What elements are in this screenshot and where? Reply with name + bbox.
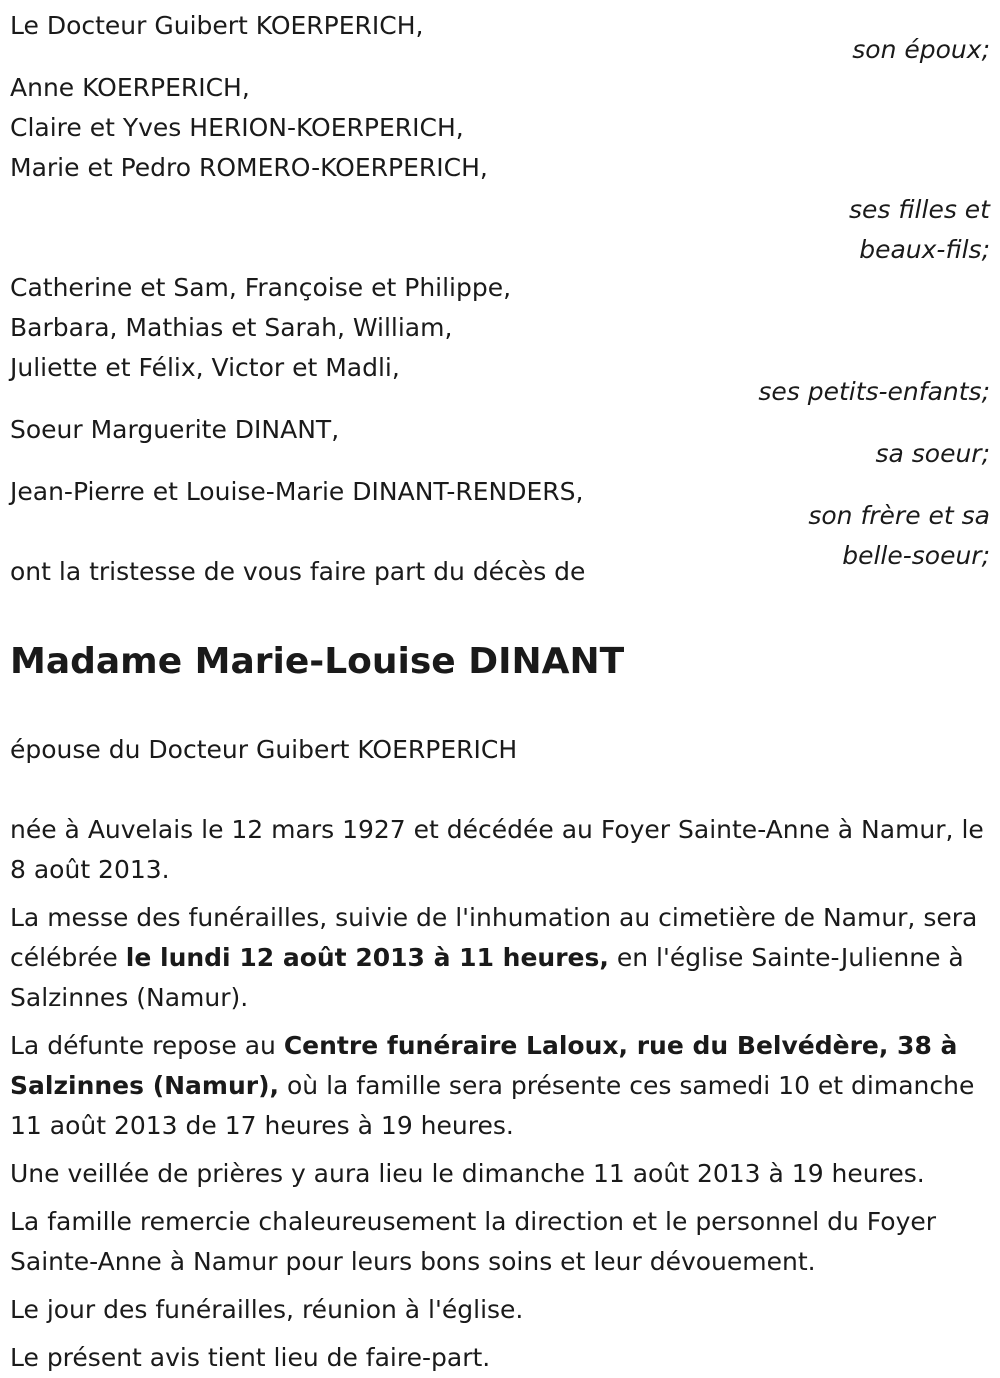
birth-death-paragraph: née à Auvelais le 12 mars 1927 et décédée au Foyer Sainte-Anne à Namur, le 8 août 2013. [10, 815, 984, 884]
relation-label: ses petits-enfants; [758, 377, 990, 406]
family-line: Jean-Pierre et Louise-Marie DINANT-RENDERS, [10, 477, 584, 506]
repose-text-end: où la famille sera présente ces samedi 10 et dimanche 11 août 2013 de 17 heures à 19 heures. [10, 1071, 975, 1140]
funeral-date: le lundi 12 août 2013 à 11 heures, [125, 943, 609, 972]
spouse-line: épouse du Docteur Guibert KOERPERICH [10, 735, 518, 764]
relation-label: son époux; [852, 35, 990, 64]
deceased-name: Madame Marie-Louise DINANT [10, 641, 625, 682]
vigil-paragraph: Une veillée de prières y aura lieu le dimanche 11 août 2013 à 19 heures. [10, 1159, 925, 1188]
relation-label: beaux-fils; [859, 235, 990, 264]
relation-label: sa soeur; [875, 439, 990, 468]
funeral-text-end: en l'église Sainte-Julienne à Salzinnes (Namur). [10, 943, 964, 1012]
funeral-text: La messe des funérailles, suivie de l'inhumation au cimetière de Namur, sera célébrée [10, 903, 978, 972]
repose-location: Centre funéraire Laloux, rue du Belvédère, 38 à Salzinnes (Namur), [10, 1031, 958, 1100]
family-line: Catherine et Sam, Françoise et Philippe, [10, 273, 512, 302]
family-line: Anne KOERPERICH, [10, 73, 250, 102]
relation-label: ses filles et [849, 195, 990, 224]
family-group-sister [10, 410, 990, 474]
family-line: Le Docteur Guibert KOERPERICH, [10, 11, 424, 40]
thanks-paragraph: La famille remercie chaleureusement la direction et le personnel du Foyer Sainte-Anne à Namur pour leurs bons soins et leur dévouement. [10, 1207, 937, 1276]
relation-label: belle-soeur; [842, 541, 990, 570]
relation-label: son frère et sa [808, 501, 990, 530]
details-section [10, 810, 990, 1378]
announcement-text: ont la tristesse de vous faire part du décès de [10, 557, 586, 586]
family-group-husband [10, 6, 990, 70]
family-line: Juliette et Félix, Victor et Madli, [10, 353, 400, 382]
repose-paragraph [10, 1026, 990, 1146]
closing-paragraph: Le présent avis tient lieu de faire-part. [10, 1343, 491, 1372]
family-line: Claire et Yves HERION-KOERPERICH, [10, 113, 464, 142]
gathering-paragraph: Le jour des funérailles, réunion à l'église. [10, 1295, 524, 1324]
family-group-daughters [10, 68, 990, 270]
family-group-grandchildren [10, 268, 990, 412]
death-notice [10, 6, 990, 1378]
funeral-paragraph [10, 898, 990, 1018]
family-line: Soeur Marguerite DINANT, [10, 415, 340, 444]
family-line: Barbara, Mathias et Sarah, William, [10, 313, 453, 342]
family-line: Marie et Pedro ROMERO-KOERPERICH, [10, 153, 488, 182]
repose-text: La défunte repose au [10, 1031, 284, 1060]
